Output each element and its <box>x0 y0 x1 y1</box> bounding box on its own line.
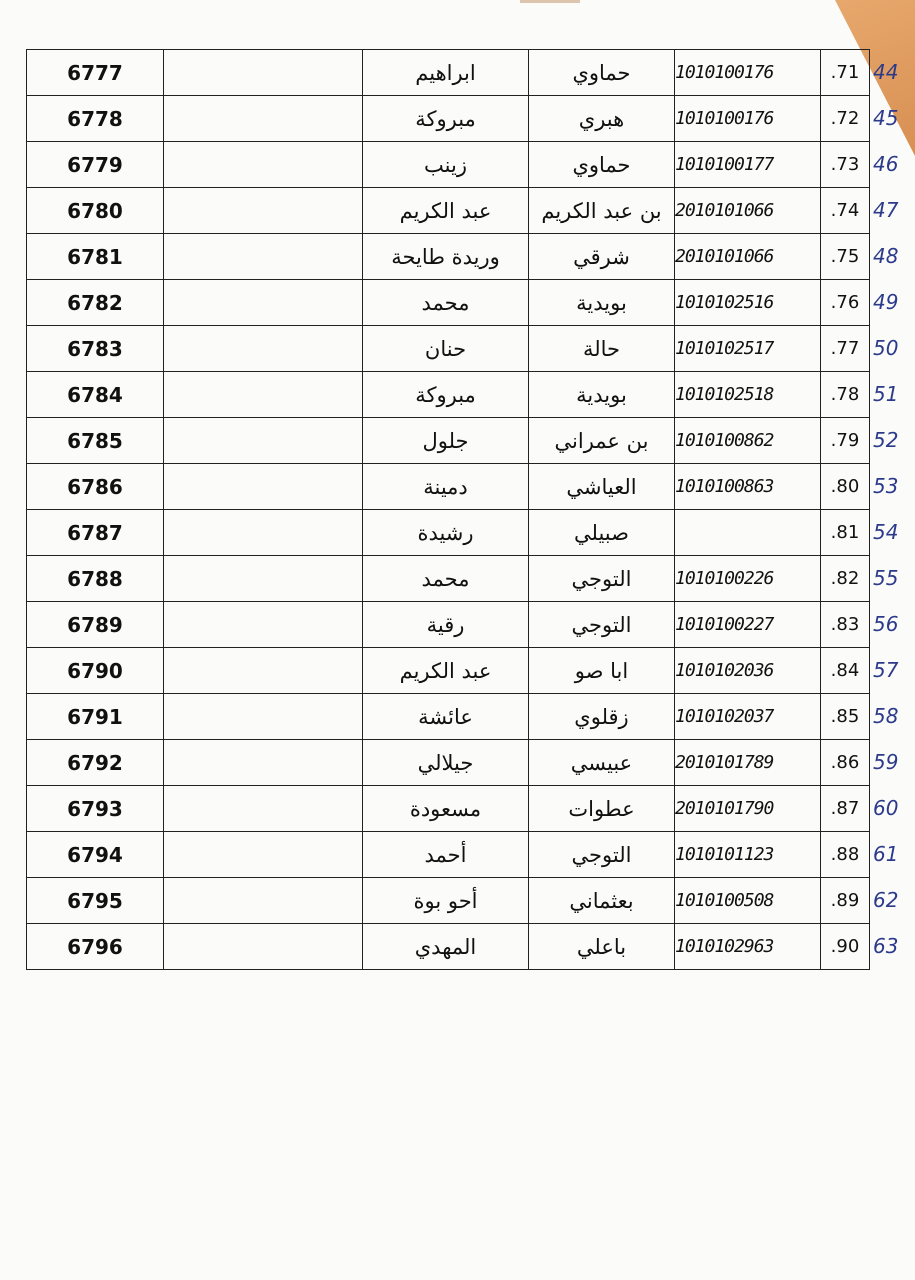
table-row <box>27 878 870 924</box>
margin-note: 51 <box>873 382 899 406</box>
first-name-cell: مبروكة <box>363 372 529 418</box>
margin-note: 57 <box>873 658 899 682</box>
first-name-cell: وريدة طايحة <box>363 234 529 280</box>
margin-note: 58 <box>873 704 899 728</box>
margin-note: 52 <box>873 428 899 452</box>
row-number: 6780 <box>27 188 164 234</box>
margin-note: 50 <box>873 336 899 360</box>
table-row <box>27 924 870 970</box>
row-number: 6786 <box>27 464 164 510</box>
row-number: 6793 <box>27 786 164 832</box>
first-name-cell: رقية <box>363 602 529 648</box>
row-index-cell: .85 <box>821 694 870 740</box>
signature-cell <box>164 556 363 602</box>
row-number: 6789 <box>27 602 164 648</box>
first-name-cell: دمينة <box>363 464 529 510</box>
last-name-cell: زقلوي <box>529 694 675 740</box>
names-table <box>26 49 870 970</box>
id-code-cell: 1010102963 <box>675 924 821 970</box>
row-index-cell: .80 <box>821 464 870 510</box>
first-name-cell: محمد <box>363 280 529 326</box>
row-index-cell: .79 <box>821 418 870 464</box>
margin-note: 46 <box>873 152 899 176</box>
row-index-cell: .77 <box>821 326 870 372</box>
table-row <box>27 280 870 326</box>
last-name-cell: بن عمراني <box>529 418 675 464</box>
margin-note: 61 <box>873 842 899 866</box>
row-number: 6790 <box>27 648 164 694</box>
signature-cell <box>164 418 363 464</box>
signature-cell <box>164 694 363 740</box>
margin-note: 53 <box>873 474 899 498</box>
table-row <box>27 464 870 510</box>
signature-cell <box>164 832 363 878</box>
last-name-cell: بويدية <box>529 372 675 418</box>
last-name-cell: شرقي <box>529 234 675 280</box>
row-index-cell: .75 <box>821 234 870 280</box>
top-edge-shadow <box>520 0 580 3</box>
last-name-cell: حالة <box>529 326 675 372</box>
table-row <box>27 234 870 280</box>
last-name-cell: عطوات <box>529 786 675 832</box>
signature-cell <box>164 372 363 418</box>
last-name-cell: التوجي <box>529 832 675 878</box>
row-index-cell: .88 <box>821 832 870 878</box>
margin-note: 47 <box>873 198 899 222</box>
id-code-cell: 1010100863 <box>675 464 821 510</box>
margin-note: 44 <box>873 60 899 84</box>
last-name-cell: حماوي <box>529 142 675 188</box>
id-code-cell: 2010101789 <box>675 740 821 786</box>
row-number: 6783 <box>27 326 164 372</box>
table-row <box>27 832 870 878</box>
margin-note: 55 <box>873 566 899 590</box>
row-index-cell: .86 <box>821 740 870 786</box>
last-name-cell: بعثماني <box>529 878 675 924</box>
first-name-cell: جلول <box>363 418 529 464</box>
id-code-cell: 1010100177 <box>675 142 821 188</box>
margin-note: 62 <box>873 888 899 912</box>
row-index-cell: .71 <box>821 50 870 96</box>
first-name-cell: عبد الكريم <box>363 188 529 234</box>
last-name-cell: ابا صو <box>529 648 675 694</box>
row-index-cell: .74 <box>821 188 870 234</box>
margin-annotations <box>873 49 915 969</box>
row-index-cell: .89 <box>821 878 870 924</box>
last-name-cell: حماوي <box>529 50 675 96</box>
table-row <box>27 142 870 188</box>
first-name-cell: مبروكة <box>363 96 529 142</box>
id-code-cell: 1010100862 <box>675 418 821 464</box>
signature-cell <box>164 234 363 280</box>
last-name-cell: بويدية <box>529 280 675 326</box>
first-name-cell: رشيدة <box>363 510 529 556</box>
row-index-cell: .83 <box>821 602 870 648</box>
table-row <box>27 96 870 142</box>
id-code-cell: 1010102516 <box>675 280 821 326</box>
row-index-cell: .82 <box>821 556 870 602</box>
row-index-cell: .90 <box>821 924 870 970</box>
row-number: 6778 <box>27 96 164 142</box>
id-code-cell: 1010100176 <box>675 50 821 96</box>
id-code-cell: 1010101123 <box>675 832 821 878</box>
margin-note: 49 <box>873 290 899 314</box>
table-row <box>27 740 870 786</box>
table-row <box>27 786 870 832</box>
last-name-cell: هبري <box>529 96 675 142</box>
first-name-cell: مسعودة <box>363 786 529 832</box>
first-name-cell: جيلالي <box>363 740 529 786</box>
row-number: 6792 <box>27 740 164 786</box>
margin-note: 54 <box>873 520 899 544</box>
signature-cell <box>164 326 363 372</box>
signature-cell <box>164 648 363 694</box>
id-code-cell: 2010101790 <box>675 786 821 832</box>
row-index-cell: .78 <box>821 372 870 418</box>
row-number: 6788 <box>27 556 164 602</box>
id-code-cell: 1010100227 <box>675 602 821 648</box>
row-index-cell: .73 <box>821 142 870 188</box>
table-row <box>27 556 870 602</box>
table-row <box>27 326 870 372</box>
signature-cell <box>164 786 363 832</box>
table-row <box>27 694 870 740</box>
names-table-body <box>27 50 870 970</box>
last-name-cell: باعلي <box>529 924 675 970</box>
signature-cell <box>164 50 363 96</box>
id-code-cell: 2010101066 <box>675 234 821 280</box>
last-name-cell: التوجي <box>529 556 675 602</box>
row-index-cell: .72 <box>821 96 870 142</box>
table-row <box>27 648 870 694</box>
margin-note: 45 <box>873 106 899 130</box>
row-number: 6791 <box>27 694 164 740</box>
first-name-cell: زينب <box>363 142 529 188</box>
row-number: 6777 <box>27 50 164 96</box>
signature-cell <box>164 740 363 786</box>
id-code-cell <box>675 510 821 556</box>
last-name-cell: بن عبد الكريم <box>529 188 675 234</box>
signature-cell <box>164 96 363 142</box>
signature-cell <box>164 510 363 556</box>
last-name-cell: صبيلي <box>529 510 675 556</box>
last-name-cell: التوجي <box>529 602 675 648</box>
row-number: 6785 <box>27 418 164 464</box>
table-row <box>27 602 870 648</box>
first-name-cell: عبد الكريم <box>363 648 529 694</box>
signature-cell <box>164 142 363 188</box>
row-index-cell: .76 <box>821 280 870 326</box>
row-index-cell: .84 <box>821 648 870 694</box>
row-number: 6796 <box>27 924 164 970</box>
table-row <box>27 418 870 464</box>
row-number: 6781 <box>27 234 164 280</box>
margin-note: 63 <box>873 934 899 958</box>
first-name-cell: ابراهيم <box>363 50 529 96</box>
table-row <box>27 188 870 234</box>
row-number: 6794 <box>27 832 164 878</box>
signature-cell <box>164 280 363 326</box>
first-name-cell: المهدي <box>363 924 529 970</box>
signature-cell <box>164 464 363 510</box>
id-code-cell: 1010102036 <box>675 648 821 694</box>
id-code-cell: 1010102518 <box>675 372 821 418</box>
first-name-cell: محمد <box>363 556 529 602</box>
row-number: 6795 <box>27 878 164 924</box>
row-number: 6779 <box>27 142 164 188</box>
first-name-cell: أحمد <box>363 832 529 878</box>
id-code-cell: 1010102037 <box>675 694 821 740</box>
table-row <box>27 372 870 418</box>
last-name-cell: العياشي <box>529 464 675 510</box>
id-code-cell: 1010100176 <box>675 96 821 142</box>
margin-note: 60 <box>873 796 899 820</box>
row-number: 6784 <box>27 372 164 418</box>
first-name-cell: عائشة <box>363 694 529 740</box>
signature-cell <box>164 602 363 648</box>
margin-note: 59 <box>873 750 899 774</box>
margin-note: 56 <box>873 612 899 636</box>
row-index-cell: .87 <box>821 786 870 832</box>
id-code-cell: 1010100508 <box>675 878 821 924</box>
id-code-cell: 1010100226 <box>675 556 821 602</box>
id-code-cell: 2010101066 <box>675 188 821 234</box>
signature-cell <box>164 924 363 970</box>
row-index-cell: .81 <box>821 510 870 556</box>
row-number: 6782 <box>27 280 164 326</box>
row-number: 6787 <box>27 510 164 556</box>
id-code-cell: 1010102517 <box>675 326 821 372</box>
margin-note: 48 <box>873 244 899 268</box>
first-name-cell: حنان <box>363 326 529 372</box>
table-row <box>27 50 870 96</box>
signature-cell <box>164 878 363 924</box>
signature-cell <box>164 188 363 234</box>
last-name-cell: عبيسي <box>529 740 675 786</box>
table-row <box>27 510 870 556</box>
first-name-cell: أحو بوة <box>363 878 529 924</box>
